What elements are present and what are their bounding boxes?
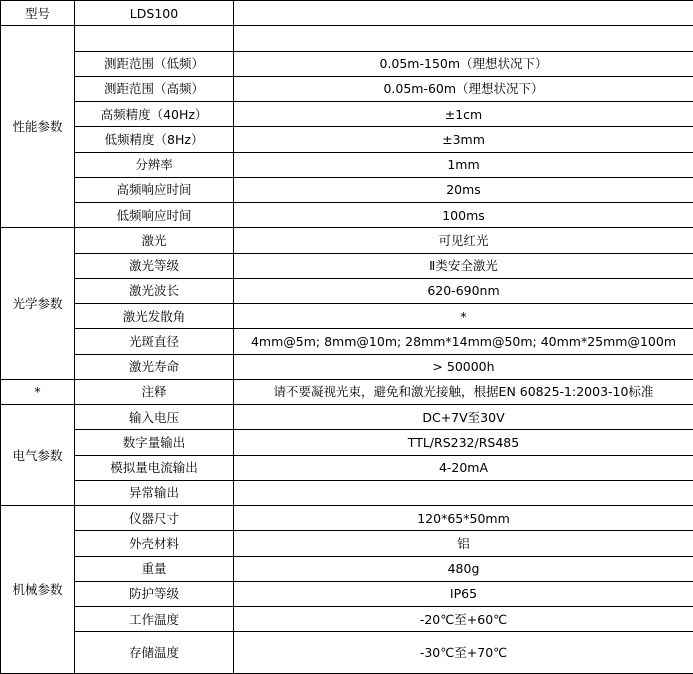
spec-row [1,253,693,278]
param-label: 数字量输出 [75,430,234,455]
param-label: 激光寿命 [75,354,234,379]
param-value: * [234,304,693,329]
group-name: 光学参数 [1,228,75,380]
param-value: 0.05m-150m（理想状况下） [234,51,693,76]
spec-row [1,228,693,253]
param-label: 仪器尺寸 [75,506,234,531]
param-value: 120*65*50mm [234,506,693,531]
param-label: 存储温度 [75,632,234,674]
spec-row [1,455,693,480]
spec-row [1,127,693,152]
spec-row [1,51,693,76]
param-value: 620-690nm [234,278,693,303]
param-value: -30℃至+70℃ [234,632,693,674]
spec-row [1,581,693,606]
param-label: 重量 [75,556,234,581]
spec-row [1,632,693,674]
param-label: 防护等级 [75,581,234,606]
param-label: 异常输出 [75,480,234,505]
param-value: 可见红光 [234,228,693,253]
param-label: 光斑直径 [75,329,234,354]
group-name: 电气参数 [1,405,75,506]
param-value: 铝 [234,531,693,556]
param-label: 测距范围（低频） [75,51,234,76]
param-value: 1mm [234,152,693,177]
spec-row [1,304,693,329]
param-value: IP65 [234,581,693,606]
param-value: -20℃至+60℃ [234,607,693,632]
spec-row [1,329,693,354]
param-value: 请不要凝视光束，避免和激光接触，根据EN 60825-1:2003-10标准 [234,379,693,404]
spec-table-body [1,1,693,674]
param-value: 4-20mA [234,455,693,480]
param-value: TTL/RS232/RS485 [234,430,693,455]
param-label: 工作温度 [75,607,234,632]
param-label: 高频响应时间 [75,177,234,202]
spec-row [1,152,693,177]
param-label: 激光波长 [75,278,234,303]
model-label: 型号 [1,1,75,26]
group-name: * [1,379,75,404]
param-value [234,26,693,51]
param-value: 0.05m-60m（理想状况下） [234,76,693,101]
param-value: > 50000h [234,354,693,379]
param-value: ±1cm [234,102,693,127]
param-label [75,26,234,51]
param-label: 激光发散角 [75,304,234,329]
spec-row [1,506,693,531]
param-label: 测距范围（高频） [75,76,234,101]
spec-row [1,203,693,228]
model-value: LDS100 [75,1,234,26]
param-label: 输入电压 [75,405,234,430]
spec-row [1,556,693,581]
param-value: 20ms [234,177,693,202]
param-label: 低频响应时间 [75,203,234,228]
param-label: 高频精度（40Hz） [75,102,234,127]
spec-row [1,531,693,556]
spec-row [1,405,693,430]
group-name: 机械参数 [1,506,75,674]
spec-row [1,278,693,303]
spec-row [1,607,693,632]
spec-row [1,379,693,404]
spec-row [1,430,693,455]
param-value: ±3mm [234,127,693,152]
spec-row [1,354,693,379]
param-value [234,480,693,505]
spec-row [1,26,693,51]
param-value: 4mm@5m; 8mm@10m; 28mm*14mm@50m; 40mm*25mm@100m [234,329,693,354]
param-label: 注释 [75,379,234,404]
param-value: DC+7V至30V [234,405,693,430]
param-value: Ⅱ类安全激光 [234,253,693,278]
header-blank-cell [234,1,693,26]
param-label: 模拟量电流输出 [75,455,234,480]
spec-row [1,177,693,202]
param-label: 外壳材料 [75,531,234,556]
param-value: 100ms [234,203,693,228]
header-row [1,1,693,26]
param-label: 低频精度（8Hz） [75,127,234,152]
param-label: 激光 [75,228,234,253]
param-label: 激光等级 [75,253,234,278]
spec-row [1,102,693,127]
param-label: 分辨率 [75,152,234,177]
spec-row [1,76,693,101]
group-name: 性能参数 [1,26,75,228]
spec-row [1,480,693,505]
param-value: 480g [234,556,693,581]
